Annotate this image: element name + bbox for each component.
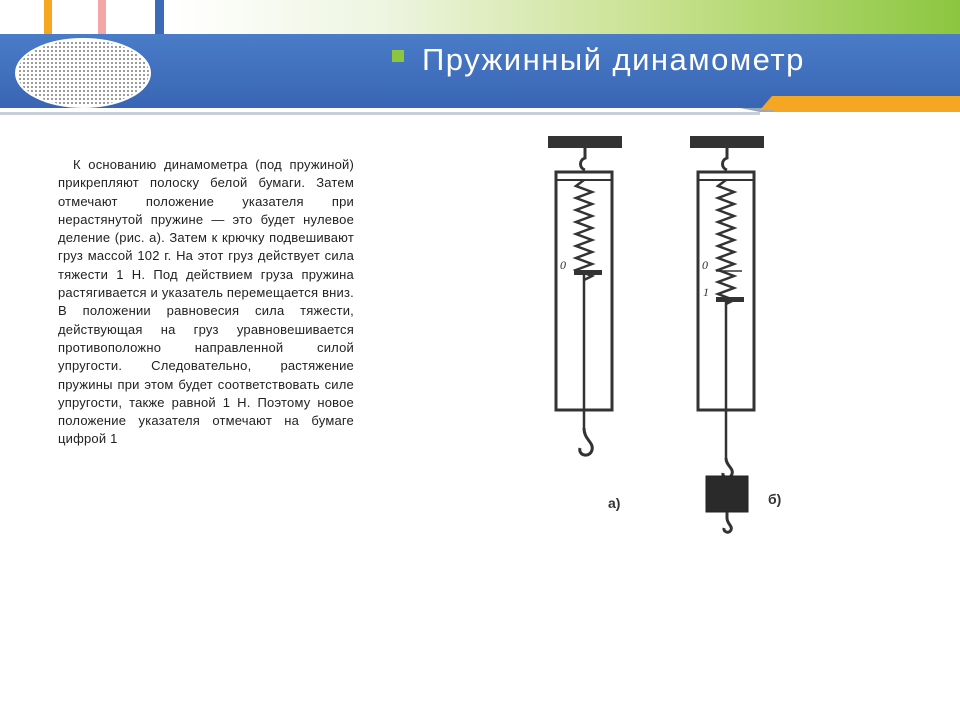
orange-accent-band [760, 96, 960, 110]
dynamometer-b [690, 136, 764, 532]
slide-title: Пружинный динамометр [422, 42, 805, 77]
top-decor-strip [0, 0, 960, 34]
decor-bar-blue [155, 0, 164, 34]
caption-b: б) [768, 491, 782, 507]
pointer-b [716, 297, 744, 302]
zero-mark-b: 0 [702, 258, 708, 272]
decor-bar-pink [98, 0, 106, 34]
weight-block [706, 476, 748, 512]
ceiling-bar-a [548, 136, 622, 148]
dynamometer-figure [520, 128, 820, 548]
ceiling-bar-b [690, 136, 764, 148]
pointer-a [574, 270, 602, 275]
dotted-oval-logo [14, 37, 152, 109]
caption-a: а) [608, 495, 621, 511]
zero-mark-a: 0 [560, 258, 566, 272]
body-paragraph: К основанию динамометра (под пружиной) прикрепляют полоску белой бумаги. Затем отмечают положение указателя при нерастянутой пружине — это будет нулевое деление (рис. а). Затем к крючку подвешивают груз массой 102 г. На этот груз действует сила тяжести 1 Н. Под действием груза пружина растягивается и указатель перемещается вниз. В положении равновесия сила тяжести, действующая на груз уравновешивается противоположно направленной силой упругости. Следовательно, растяжение пружины при этом будет соответствовать силе упругости, также равной 1 Н. Поэтому новое положение указателя отмечают на бумаге цифрой 1 [58, 157, 354, 447]
title-bullet [392, 50, 404, 62]
dynamometer-a [548, 136, 622, 455]
one-mark-b: 1 [703, 285, 709, 299]
decor-bar-orange [44, 0, 52, 34]
